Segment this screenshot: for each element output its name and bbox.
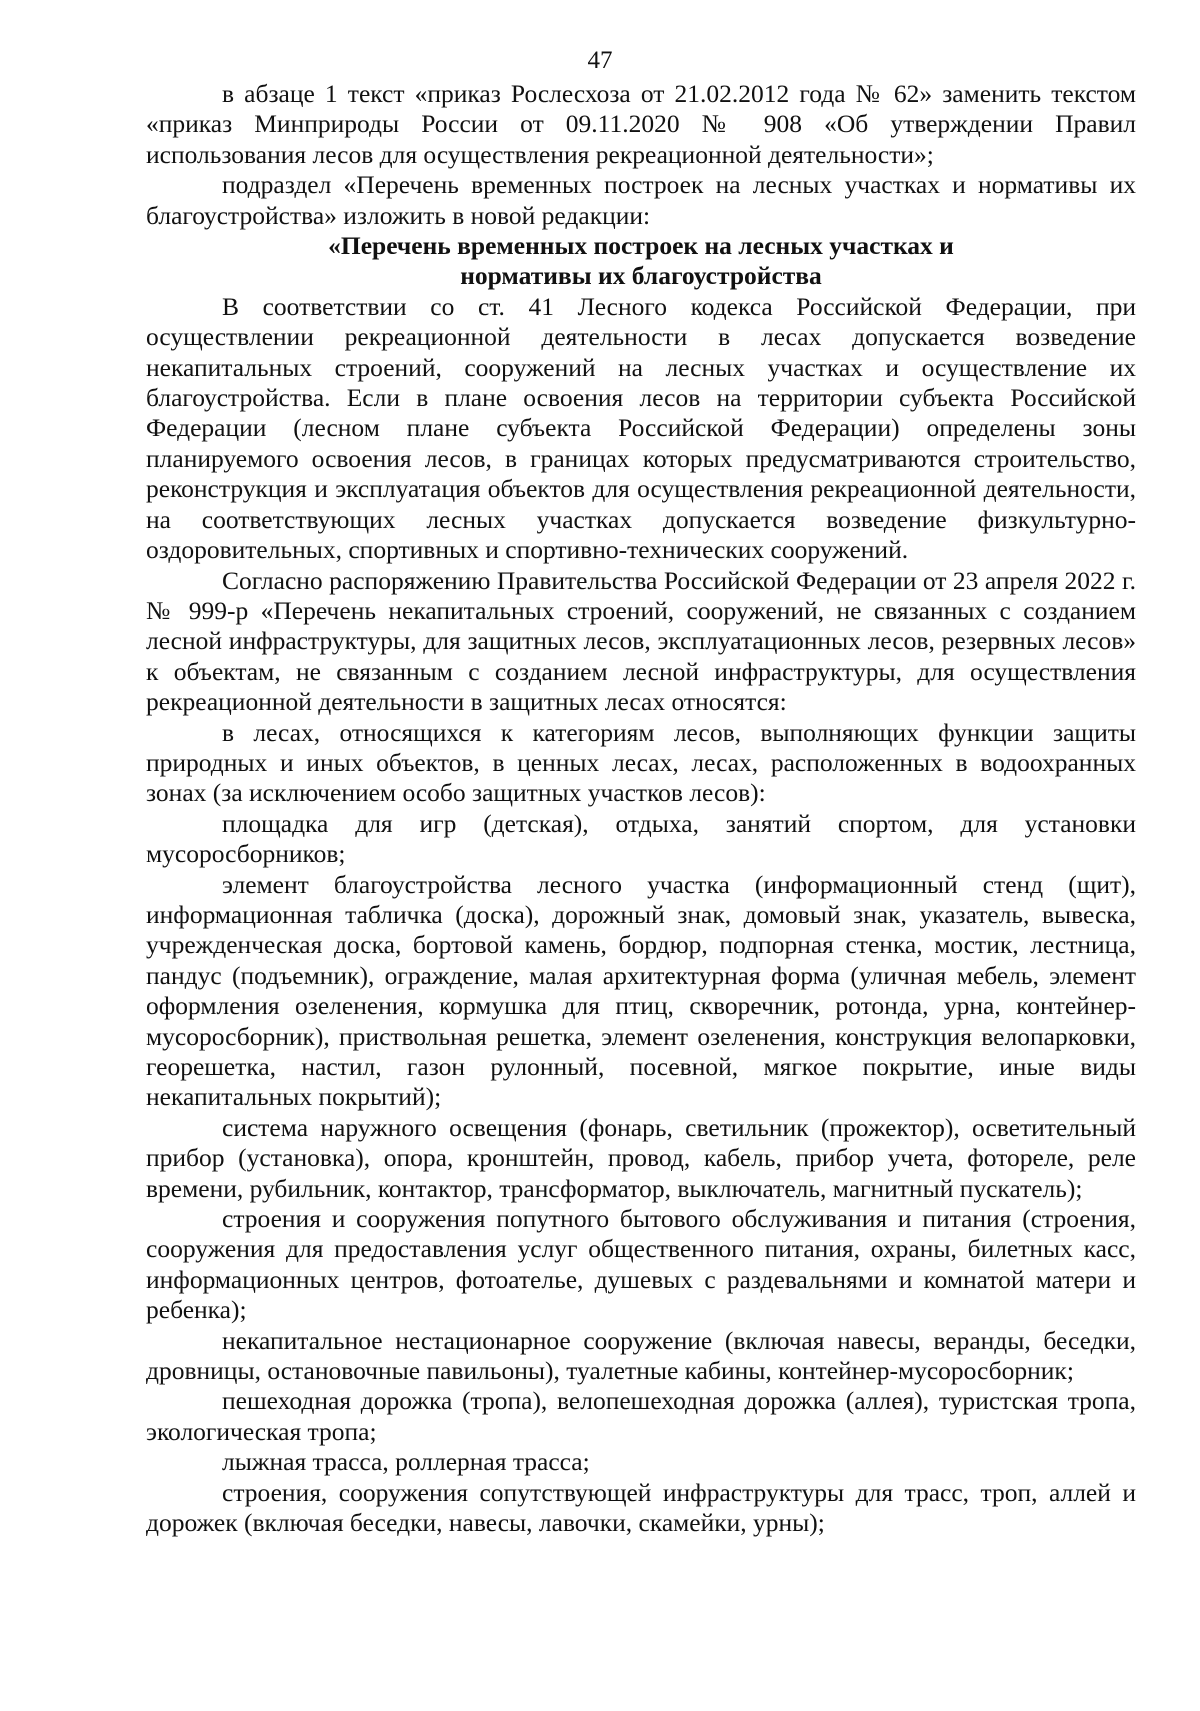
- list-item-ski-tracks: лыжная трасса, роллерная трасса;: [222, 1447, 590, 1477]
- list-item-trail-infrastructure: строения, сооружения сопутствующей инфраструктуры для трасс, троп, аллей и дорожек (включая беседки, навесы, лавочки, скамейки, урны);: [146, 1477, 1136, 1538]
- section-heading-line-1: «Перечень временных построек на лесных участках и: [328, 231, 954, 261]
- paragraph-amendment-text: в абзаце 1 текст «приказ Рослесхоза от 21.02.2012 года № 62» заменить текстом «приказ Минприроды России от 09.11.2020 № 908 «Об утверждении Правил использования лесов для осуществления рекреационной деятельности»;: [146, 79, 1136, 169]
- list-item-nonstationary-structures: некапитальное нестационарное сооружение (включая навесы, веранды, беседки, дровницы, остановочные павильоны), туалетные кабины, контейнер-мусоросборник;: [146, 1325, 1136, 1386]
- list-item-landscaping-elements: элемент благоустройства лесного участка (информационный стенд (щит), информационная табличка (доска), дорожный знак, домовый знак, указатель, вывеска, учрежденческая доска, бортовой камень, бордюр, подпорная стенка, мостик, лестница, пандус (подъемник), ограждение, малая архитектурная форма (уличная мебель, элемент оформления озеленения, кормушка для птиц, скворечник, ротонда, урна, контейнер-мусоросборник), приствольная решетка, элемент озеленения, конструкция велопарковки, георешетка, настил, газон рулонный, посевной, мягкое покрытие, иные виды некапитальных покрытий);: [146, 869, 1136, 1112]
- paragraph-government-order: Согласно распоряжению Правительства Российской Федерации от 23 апреля 2022 г. № 999-р «Перечень некапитальных строений, сооружений, не связанных с созданием лесной инфраструктуры, для защитных лесов, эксплуатационных лесов, резервных лесов» к объектам, не связанным с созданием лесной инфраструктуры, для осуществления рекреационной деятельности в защитных лесах относятся:: [146, 565, 1136, 717]
- list-item-playground: площадка для игр (детская), отдыха, занятий спортом, для установки мусоросборников;: [146, 808, 1136, 869]
- page-number: 47: [587, 47, 613, 74]
- paragraph-forest-categories: в лесах, относящихся к категориям лесов, выполняющих функции защиты природных и иных объектов, в ценных лесах, лесах, расположенных в водоохранных зонах (за исключением особо защитных участков лесов):: [146, 717, 1136, 808]
- list-item-service-buildings: строения и сооружения попутного бытового обслуживания и питания (строения, сооружения для предоставления услуг общественного питания, охраны, билетных касс, информационных центров, фотоателье, душевых с раздевальнями и комнатой матери и ребенка);: [146, 1204, 1136, 1325]
- list-item-paths-trails: пешеходная дорожка (тропа), велопешеходная дорожка (аллея), туристская тропа, экологическая тропа;: [146, 1386, 1136, 1446]
- document-body: [146, 79, 1136, 1539]
- paragraph-forest-code: В соответствии со ст. 41 Лесного кодекса Российской Федерации, при осуществлении рекреационной деятельности в лесах допускается возведение некапитальных строений, сооружений на лесных участках и осуществление их благоустройства. Если в плане освоения лесов на территории субъекта Российской Федерации (лесном плане субъекта Российской Федерации) определены зоны планируемого освоения лесов, в границах которых предусматриваются строительство, реконструкция и эксплуатация объектов для осуществления рекреационной деятельности, на соответствующих лесных участках допускается возведение физкультурно-оздоровительных, спортивных и спортивно-технических сооружений.: [146, 291, 1136, 565]
- list-item-outdoor-lighting: система наружного освещения (фонарь, светильник (прожектор), осветительный прибор (установка), опора, кронштейн, провод, кабель, прибор учета, фотореле, реле времени, рубильник, контактор, трансформатор, выключатель, магнитный пускатель);: [146, 1112, 1136, 1203]
- paragraph-subsection-intro: подраздел «Перечень временных построек на лесных участках и нормативы их благоустройства» изложить в новой редакции:: [146, 170, 1136, 230]
- section-heading-line-2: нормативы их благоустройства: [460, 261, 822, 291]
